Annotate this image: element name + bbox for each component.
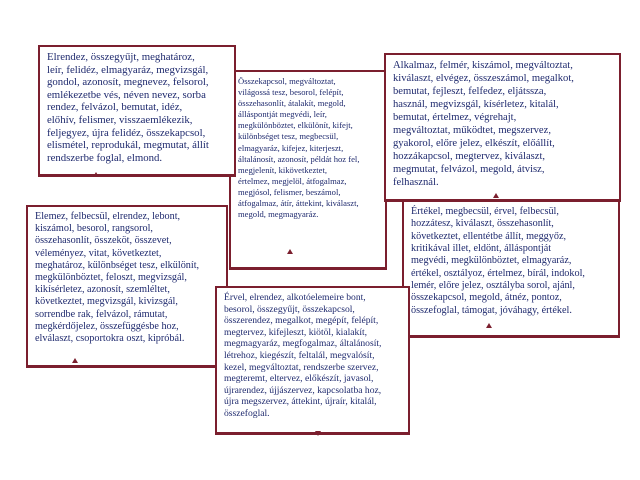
verb-list-line: megjelenít, kikövetkeztet, (238, 164, 328, 175)
verb-list-line: Elemez, felbecsül, elrendez, lebont, (35, 211, 181, 222)
verb-list-line: meghatároz, különbséget tesz, elkülönít, (35, 259, 200, 271)
connector-marker (287, 249, 293, 254)
verb-list-line: megkérdőjelez, összefüggésbe hoz, (35, 320, 179, 332)
verb-list-line: megmutat, felvázol, megold, átvisz, (393, 164, 545, 176)
verb-list-line: megold, megmagyaráz. (238, 209, 319, 220)
verb-list-line: összefoglal, támogat, jóváhagy, értékel. (411, 304, 572, 316)
verb-list-line: átfogalmaz, átír, áttekint, kiválaszt, (238, 198, 359, 209)
verb-list-line: emlékezetbe vés, néven nevez, sorba (47, 88, 206, 101)
verb-list-line: Összekapcsol, megváltoztat, (238, 76, 336, 86)
verb-list-line: besorol, összegyűjt, összekapcsol, (224, 303, 355, 315)
verb-list-line: feljegyez, újra felidéz, összekapcsol, (47, 126, 206, 139)
verb-list-line: kiválaszt, elvégez, összeszámol, megalkot, (393, 73, 574, 85)
verb-list-line: összehasonlít, átalakít, megold, (238, 98, 346, 109)
verb-list-line: véleményez, vitat, következtet, (35, 247, 162, 259)
verb-list-line: összerendez, megalkot, megépít, felépít, (224, 315, 379, 327)
verb-list-line: értékel, osztályoz, értelmez, bírál, indokol, (411, 267, 585, 279)
verb-list-line: összehasonlít, összeköt, összevet, (35, 235, 172, 247)
verb-list-line: kezel, megváltoztat, rendszerbe szervez, (224, 361, 379, 373)
creating-verbs-box (215, 286, 410, 435)
connector-marker (486, 323, 492, 328)
verb-list-line: világossá tesz, besorol, felépít, (238, 87, 344, 98)
understanding-verbs-box (229, 70, 387, 270)
applying-verbs-box (384, 53, 621, 202)
verb-list-line: bemutat, értelmez, végrehajt, (393, 112, 517, 124)
verb-list-line: megkülönböztet, elkülönít, kifejt, (238, 120, 353, 131)
verb-list-line: Érvel, elrendez, alkotóelemeire bont, (224, 292, 366, 303)
connector-marker (72, 358, 78, 363)
verb-list-line: létrehoz, kiegészít, feltalál, megvalósít, (224, 349, 375, 361)
verb-list-line: leír, felidéz, elmagyaráz, megvizsgál, (47, 63, 209, 76)
verb-list-line: gondol, azonosít, megnevez, felsorol, (47, 76, 209, 89)
verb-list-line: megváltoztat, működtet, megszervez, (393, 125, 551, 137)
verb-list-line: hozzákapcsol, megtervez, kiválaszt, (393, 151, 546, 163)
verb-list-line: összefoglal. (224, 407, 270, 419)
verb-list-line: lemér, előre jelez, osztályba sorol, ajánl, (411, 280, 575, 292)
verb-list-line: kritikával illet, eldönt, álláspontját (411, 243, 552, 255)
remembering-verbs-box (38, 45, 236, 177)
verb-list-line: álláspontját megvédi, leír, (238, 109, 327, 120)
verb-list-line: Alkalmaz, felmér, kiszámol, megváltoztat, (393, 60, 573, 71)
verb-list-line: Elrendez, összegyűjt, meghatároz, (47, 51, 195, 63)
verb-list-line: elválaszt, csoportokra oszt, kipróbál. (35, 333, 185, 345)
verb-list-line: hozzátesz, kiválaszt, összehasonlít, (411, 218, 554, 230)
verb-list-line: általánosít, azonosít, példát hoz fel, (238, 153, 360, 164)
connector-marker (93, 172, 99, 177)
verb-list-line: megjósol, felismer, beszámol, (238, 186, 341, 197)
verb-list-line: újrarendez, újjászervez, kapcsolatba hoz, (224, 384, 382, 396)
verb-list-line: bemutat, fejleszt, felfedez, eljátssza, (393, 86, 547, 98)
verb-list-line: megkülönböztet, feloszt, megvizsgál, (35, 272, 187, 284)
verb-list-line: megteremt, eltervez, előkészít, javasol, (224, 373, 374, 385)
verb-list-line: következtet, ellentétbe állít, meggyőz, (411, 230, 567, 242)
verb-list-line: újra megszervez, áttekint, újraír, kitalál, (224, 396, 377, 408)
verb-list-line: rendszerbe foglal, elmond. (47, 151, 163, 164)
connector-marker (315, 431, 321, 436)
verb-list-line: sorrendbe rak, felvázol, rámutat, (35, 308, 168, 320)
analyzing-verbs-box (26, 205, 228, 368)
evaluating-verbs-box (402, 200, 620, 338)
verb-list-line: Értékel, megbecsül, érvel, felbecsül, (411, 206, 559, 217)
verb-list-line: megmagyaráz, megfogalmaz, általánosít, (224, 338, 382, 350)
verb-list-line: megtervez, kifejleszt, kiötöl, kialakít, (224, 326, 368, 338)
verb-list-line: kikísérletez, azonosít, szemléltet, (35, 284, 170, 296)
verb-list-line: rendez, felvázol, bemutat, idéz, (47, 101, 183, 114)
verb-list-line: elismétel, reprodukál, megmutat, állít (47, 139, 209, 152)
verb-list-line: előhív, felismer, visszaemlékezik, (47, 113, 193, 126)
verb-list-line: elmagyaráz, kifejez, kiterjeszt, (238, 142, 344, 153)
verb-list-line: gyakorol, előre jelez, elkészít, előállít, (393, 138, 555, 150)
verb-list-line: felhasznál. (393, 177, 439, 189)
verb-list-line: összekapcsol, megold, átnéz, pontoz, (411, 292, 562, 304)
verb-list-line: különbséget tesz, megbecsül, (238, 131, 339, 142)
connector-marker (493, 193, 499, 198)
verb-list-line: használ, megvizsgál, kísérletez, kitalál, (393, 99, 559, 111)
verb-list-line: következtet, megvizsgál, kivizsgál, (35, 296, 178, 308)
verb-list-line: megvédi, megkülönböztet, elmagyaráz, (411, 255, 572, 267)
verb-list-line: értelmez, megjelöl, átfogalmaz, (238, 175, 347, 186)
verb-list-line: kiszámol, besorol, rangsorol, (35, 223, 153, 235)
